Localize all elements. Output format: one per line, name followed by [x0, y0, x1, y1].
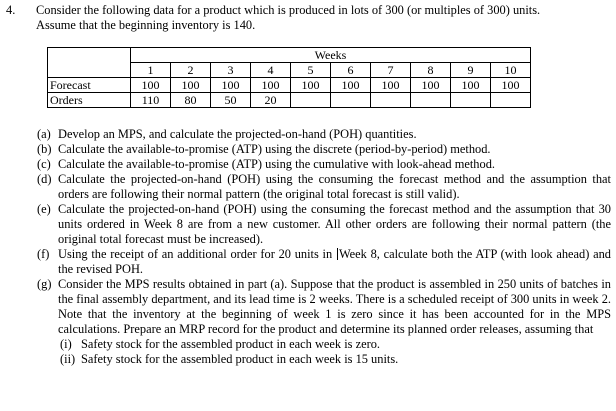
forecast-value: 100 — [171, 78, 211, 93]
forecast-value: 100 — [291, 78, 331, 93]
intro-line: Consider the following data for a product which is produced in lots of 300 (or multiples of 300) units. — [36, 3, 541, 17]
orders-value — [411, 93, 451, 108]
week-number: 7 — [371, 63, 411, 78]
orders-value — [291, 93, 331, 108]
week-number: 2 — [171, 63, 211, 78]
table-row-orders — [48, 93, 531, 108]
part-c — [37, 157, 611, 172]
part-text: Consider the MPS results obtained in part (a). Suppose that the product is assembled in 250 units of batches in the final assembly department, and its lead time is 2 weeks. There is a scheduled receipt of 300 units in week 2. Note that the inventory at the beginning of week 1 is zero since it has been accounted for in the MPS calculations. Prepare an MRP record for the product and determine its planned order releases, assuming that — [58, 277, 611, 336]
week-number: 6 — [331, 63, 371, 78]
part-label: (d) — [37, 172, 52, 186]
data-table — [47, 47, 531, 108]
week-number: 3 — [211, 63, 251, 78]
orders-value: 20 — [251, 93, 291, 108]
part-label: (a) — [37, 127, 51, 141]
table-corner-cell — [48, 48, 131, 78]
part-text: Calculate the available-to-promise (ATP) using the cumulative with look-ahead method. — [58, 157, 495, 171]
intro-line: Assume that the beginning inventory is 140. — [36, 18, 256, 32]
forecast-value: 100 — [411, 78, 451, 93]
subpart-text: Safety stock for the assembled product in each week is zero. — [81, 337, 380, 351]
row-label: Forecast — [48, 78, 131, 93]
question-number: 4. — [6, 3, 16, 17]
part-d — [37, 172, 611, 202]
part-label: (c) — [37, 157, 51, 171]
subpart-text: Safety stock for the assembled product in each week is 15 units. — [81, 352, 399, 366]
week-number: 5 — [291, 63, 331, 78]
part-label: (e) — [37, 202, 51, 216]
table-row-forecast — [48, 78, 531, 93]
forecast-value: 100 — [211, 78, 251, 93]
question-parts — [37, 127, 611, 367]
part-text: Calculate the projected-on-hand (POH) using the consuming the forecast method and the assumption that orders are following their normal pattern (the original total forecast is still valid). — [58, 172, 611, 201]
orders-value — [451, 93, 491, 108]
text-cursor — [337, 248, 338, 260]
week-number: 8 — [411, 63, 451, 78]
orders-value — [491, 93, 531, 108]
forecast-value: 100 — [371, 78, 411, 93]
part-f — [37, 247, 611, 277]
part-e — [37, 202, 611, 247]
part-text: Calculate the available-to-promise (ATP) using the discrete (period-by-period) method. — [58, 142, 491, 156]
part-a — [37, 127, 611, 142]
forecast-value: 100 — [451, 78, 491, 93]
week-number: 10 — [491, 63, 531, 78]
part-label: (b) — [37, 142, 52, 156]
orders-value — [331, 93, 371, 108]
part-label: (g) — [37, 277, 52, 291]
part-b — [37, 142, 611, 157]
orders-value: 110 — [131, 93, 171, 108]
forecast-value: 100 — [251, 78, 291, 93]
subpart-label: (ii) — [60, 352, 76, 366]
forecast-value: 100 — [131, 78, 171, 93]
part-label: (f) — [37, 247, 50, 261]
forecast-value: 100 — [331, 78, 371, 93]
forecast-value: 100 — [491, 78, 531, 93]
part-text: Develop an MPS, and calculate the projected-on-hand (POH) quantities. — [58, 127, 417, 141]
question-intro — [36, 3, 611, 33]
orders-value: 80 — [171, 93, 211, 108]
subpart-label: (i) — [60, 337, 72, 351]
row-label: Orders — [48, 93, 131, 108]
orders-value — [371, 93, 411, 108]
weeks-header: Weeks — [131, 48, 531, 63]
orders-value: 50 — [211, 93, 251, 108]
subpart-i — [58, 337, 611, 352]
part-text: Week 8, calculate both the ATP (with look ahead) and the revised POH. — [58, 247, 611, 276]
part-g — [37, 277, 611, 367]
subpart-ii — [58, 352, 611, 367]
week-number: 9 — [451, 63, 491, 78]
part-text: Using the receipt of an additional order for 20 units in — [58, 247, 336, 261]
week-number: 1 — [131, 63, 171, 78]
part-text: Calculate the projected-on-hand (POH) using the consuming the forecast method and the assumption that 30 units ordered in Week 8 are from a new customer. All other orders are following their normal pattern (the original total forecast must be increased). — [58, 202, 611, 246]
week-number: 4 — [251, 63, 291, 78]
